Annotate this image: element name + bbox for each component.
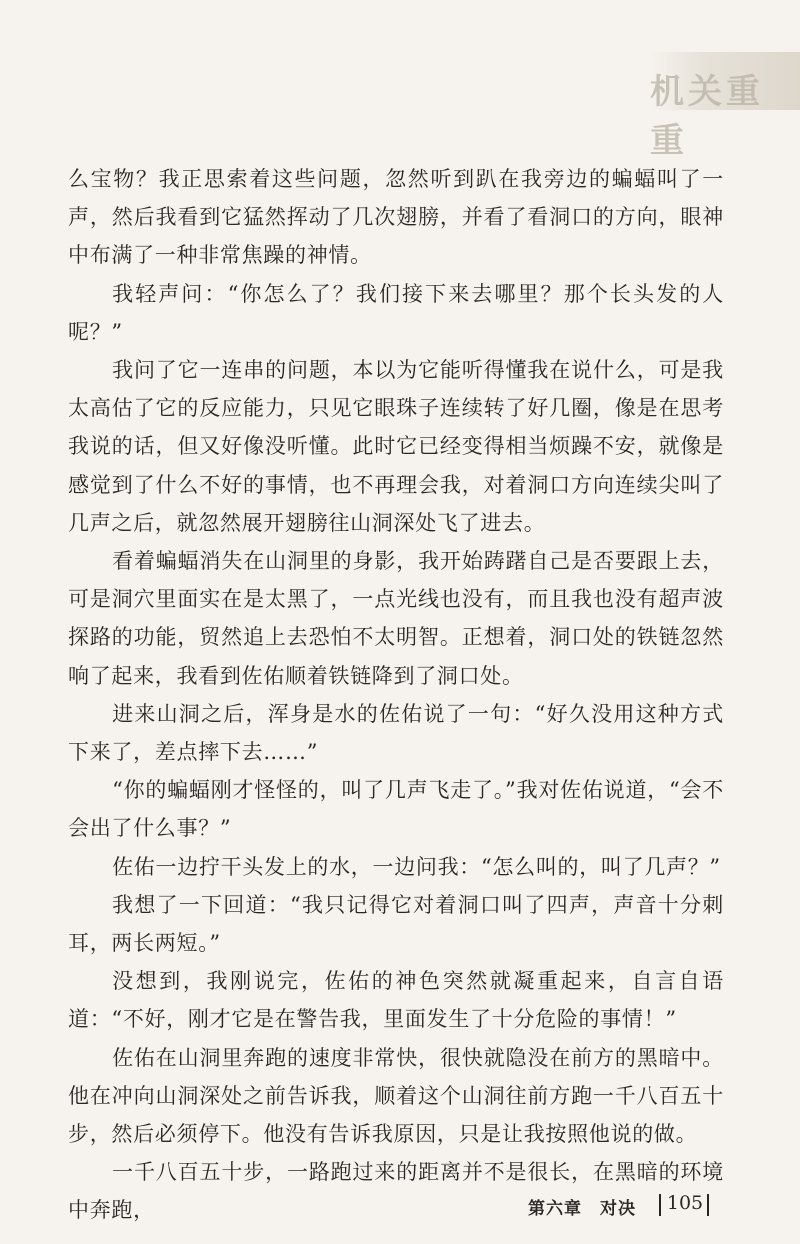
paragraph-4: 看着蝙蝠消失在山洞里的身影，我开始踌躇自己是否要跟上去，可是洞穴里面实在是太黑了，一点光线也没有，而且我也没有超声波探路的功能，贸然追上去恐怕不太明智。正想着，洞口处的铁链忽然响了起来，我看到佐佑顺着铁链降到了洞口处。: [68, 549, 724, 688]
page-footer: [0, 1192, 800, 1224]
chapter-title: 第六章 对决: [528, 1199, 636, 1219]
paragraph-2: 我轻声问：“你怎么了？我们接下来去哪里？那个长头发的人呢？”: [68, 281, 724, 344]
body-text: [68, 160, 724, 1230]
paragraph-8: 我想了一下回道：“我只记得它对着洞口叫了四声，声音十分刺耳，两长两短。”: [68, 892, 724, 956]
bleed-through-header: [650, 52, 800, 161]
page-number-divider-right: [707, 1194, 709, 1216]
page-number: 105: [666, 1192, 704, 1214]
paragraph-11: 一千八百五十步，一路跑过来的距离并不是很长，在黑暗的环境中奔跑，: [68, 1160, 724, 1223]
paragraph-7: 佐佑一边拧干头发上的水，一边问我：“怎么叫的，叫了几声？”: [112, 854, 721, 879]
paragraph-1: 么宝物？我正思索着这些问题，忽然听到趴在我旁边的蝙蝠叫了一声，然后我看到它猛然挥动了几次翅膀，并看了看洞口的方向，眼神中布满了一种非常焦躁的神情。: [68, 167, 724, 268]
paragraph-6: “你的蝙蝠刚才怪怪的，叫了几声飞走了。”我对佐佑说道，“会不会出了什么事？”: [68, 778, 724, 841]
paragraph-9: 没想到，我刚说完，佐佑的神色突然就凝重起来，自言自语道：“不好，刚才它是在警告我，里面发生了十分危险的事情！”: [68, 969, 724, 1032]
paragraph-10: 佐佑在山洞里奔跑的速度非常快，很快就隐没在前方的黑暗中。他在冲向山洞深处之前告诉我，顺着这个山洞往前方跑一千八百五十步，然后必须停下。他没有告诉我原因，只是让我按照他说的做。: [68, 1045, 724, 1147]
page-number-divider-left: [659, 1194, 661, 1216]
bleed-through-title: 机关重重: [650, 72, 764, 161]
paragraph-5: 进来山洞之后，浑身是水的佐佑说了一句：“好久没用这种方式下来了，差点摔下去……”: [68, 701, 724, 765]
paragraph-3: 我问了它一连串的问题，本以为它能听得懂我在说什么，可是我太高估了它的反应能力，只见它眼珠子连续转了好几圈，像是在思考我说的话，但又好像没听懂。此时它已经变得相当烦躁不安，就像是感觉到了什么不好的事情，也不再理会我，对着洞口方向连续尖叫了几声之后，就忽然展开翅膀往山洞深处飞了进去。: [68, 358, 724, 535]
